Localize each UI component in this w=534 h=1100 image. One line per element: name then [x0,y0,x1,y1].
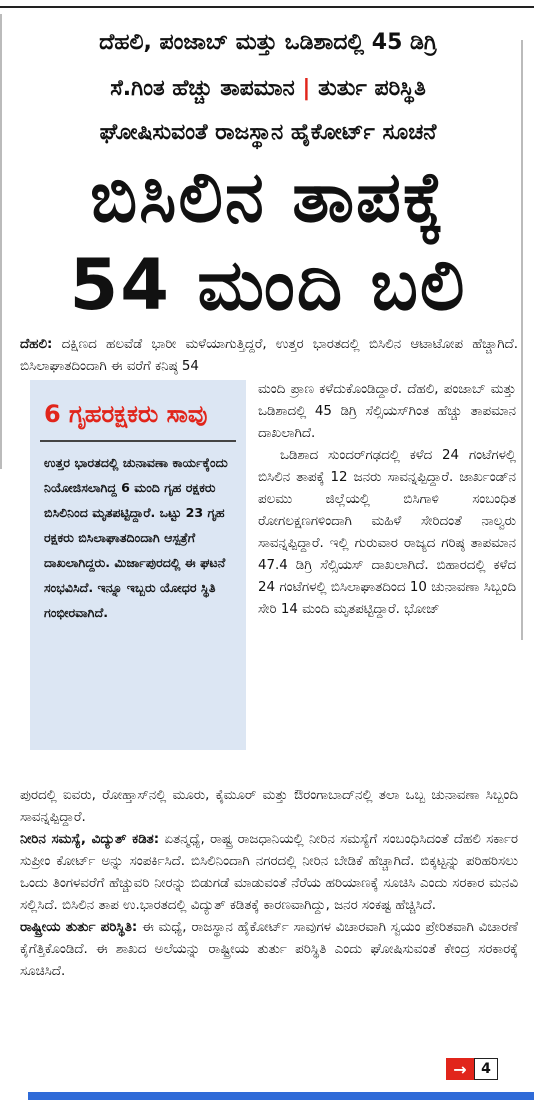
right-column-rule [521,40,523,640]
sidebar-box [30,380,246,750]
kicker-separator: | [302,76,311,101]
arrow-right-icon: → [446,1058,474,1080]
sidebar-divider [40,440,236,442]
article-intro [20,334,518,378]
continued-page-badge[interactable] [446,1058,498,1080]
kicker-line-2b: ತುರ್ತು ಪರಿಸ್ಥಿತಿ [318,76,426,101]
article-full-width [20,785,518,983]
sidebar-body: ಉತ್ತರ ಭಾರತದಲ್ಲಿ ಚುನಾವಣಾ ಕಾರ್ಯಕ್ಕೆಂದು ನಿಯೋಜಿಸಲಾಗಿದ್ದ 6 ಮಂದಿ ಗೃಹ ರಕ್ಷಕರು ಬಿಸಿಲಿನಿಂದ ಮೃತಪಟ್ಟಿದ್ದಾರೆ. ಒಟ್ಟು 23 ಗೃಹ ರಕ್ಷಕರು ಬಿಸಿಲಾಘಾತದಿಂದಾಗಿ ಆಸ್ಪತ್ರೆಗೆ ದಾಖಲಾಗಿದ್ದರು. ಮಿರ್ಜಾಪುರದಲ್ಲಿ ಈ ಘಟನೆ ಸಂಭವಿಸಿದೆ. ಇನ್ನೂ ಇಬ್ಬರು ಯೋಧರ ಸ್ಥಿತಿ ಗಂಭೀರವಾಗಿದೆ. [44,455,228,620]
article-paragraph-1: ಮಂದಿ ಪ್ರಾಣ ಕಳೆದುಕೊಂಡಿದ್ದಾರೆ. ದೆಹಲಿ, ಪಂಜಾಬ್ ಮತ್ತು ಒಡಿಶಾದಲ್ಲಿ 45 ಡಿಗ್ರಿ ಸೆಲ್ಸಿಯಸ್‌ಗಿಂತ ಹೆಚ್ಚು ತಾಪಮಾನ ದಾಖಲಾಗಿದೆ. [258,382,516,441]
kicker-line-2a: ಸೆ.ಗಿಂತ ಹೆಚ್ಚು ತಾಪಮಾನ [110,76,295,101]
continued-page-number: 4 [474,1058,498,1080]
article-paragraph-3: ಪುರದಲ್ಲಿ ಐವರು, ರೋಹ್ತಾಸ್‌ನಲ್ಲಿ ಮೂರು, ಕೈಮೂರ್ ಮತ್ತು ಔರಂಗಾಬಾದ್‌ನಲ್ಲಿ ತಲಾ ಒಬ್ಬ ಚುನಾವಣಾ ಸಿಬ್ಬಂದಿ ಸಾವನ್ನಪ್ಪಿದ್ದಾರೆ. [20,788,518,825]
kicker-line-1: ದೆಹಲಿ, ಪಂಜಾಬ್ ಮತ್ತು ಒಡಿಶಾದಲ್ಲಿ 45 ಡಿಗ್ರಿ [99,30,437,55]
subhead-water-power: ನೀರಿನ ಸಮಸ್ಯೆ, ವಿದ್ಯುತ್ ಕಡಿತ: [20,832,160,847]
headline-line-1: ಬಿಸಿಲಿನ ತಾಪಕ್ಕೆ [90,156,446,238]
article-paragraph-4: ಏತನ್ಮಧ್ಯೆ, ರಾಷ್ಟ್ರ ರಾಜಧಾನಿಯಲ್ಲಿ ನೀರಿನ ಸಮಸ್ಯೆಗೆ ಸಂಬಂಧಿಸಿದಂತೆ ದೆಹಲಿ ಸರ್ಕಾರ ಸುಪ್ರೀಂ ಕೋರ್ಟ್ ಅನ್ನು ಸಂಪರ್ಕಿಸಿದೆ. ಬಿಸಿಲಿನಿಂದಾಗಿ ನಗರದಲ್ಲಿ ನೀರಿನ ಬೇಡಿಕೆ ಹೆಚ್ಚಾಗಿದೆ. ಬಿಕ್ಕಟ್ಟನ್ನು ಪರಿಹರಿಸಲು ಒಂದು ತಿಂಗಳವರೆಗೆ ಹೆಚ್ಚುವರಿ ನೀರನ್ನು ಬಿಡುಗಡೆ ಮಾಡುವಂತೆ ನೆರೆಯ ಹರಿಯಾಣಕ್ಕೆ ಸೂಚಿಸಿ ಎಂದು ಸರಕಾರ ಮನವಿ ಸಲ್ಲಿಸಿದೆ. ಬಿಸಿಲಿನ ತಾಪ ಉ.ಭಾರತದಲ್ಲಿ ವಿದ್ಯುತ್ ಕಡಿತಕ್ಕೆ ಕಾರಣವಾಗಿದ್ದು, ಜನರ ಸಂಕಷ್ಟ ಹೆಚ್ಚಿಸಿದೆ. [20,832,519,913]
article-dateline: ದೆಹಲಿ: [20,337,53,352]
subhead-national-emergency: ರಾಷ್ಟ್ರೀಯ ತುರ್ತು ಪರಿಸ್ಥಿತಿ: [20,920,138,935]
article-right-column [258,379,516,621]
top-rule [0,6,534,8]
bottom-color-bar [28,1092,534,1100]
sidebar-title: 6 ಗೃಹರಕ್ಷಕರು ಸಾವು [44,400,208,428]
kicker-line-2 [20,74,516,104]
left-column-rule [0,14,2,469]
article-paragraph-2: ಒಡಿಶಾದ ಸುಂದರ್‌ಗಢದಲ್ಲಿ ಕಳೆದ 24 ಗಂಟೆಗಳಲ್ಲಿ ಬಿಸಿಲಿನ ತಾಪಕ್ಕೆ 12 ಜನರು ಸಾವನ್ನಪ್ಪಿದ್ದಾರೆ. ಜಾರ್ಖಂಡ್‌ನ ಪಲಮು ಜಿಲ್ಲೆಯಲ್ಲಿ ಬಿಸಿಗಾಳಿ ಸಂಬಂಧಿತ ರೋಗಲಕ್ಷಣಗಳಿಂದಾಗಿ ಮಹಿಳೆ ಸೇರಿದಂತೆ ನಾಲ್ವರು ಸಾವನ್ನಪ್ಪಿದ್ದಾರೆ. ಇಲ್ಲಿ ಗುರುವಾರ ರಾಜ್ಯದ ಗರಿಷ್ಠ ತಾಪಮಾನ 47.4 ಡಿಗ್ರಿ ಸೆಲ್ಸಿಯಸ್ ದಾಖಲಾಗಿದೆ. ಬಿಹಾರದಲ್ಲಿ ಕಳೆದ 24 ಗಂಟೆಗಳಲ್ಲಿ ಬಿಸಿಲಾಘಾತದಿಂದ 10 ಚುನಾವಣಾ ಸಿಬ್ಬಂದಿ ಸೇರಿ 14 ಮಂದಿ ಮೃತಪಟ್ಟಿದ್ದಾರೆ. ಭೋಜ್ [258,448,516,617]
article-intro-text: ದಕ್ಷಿಣದ ಹಲವೆಡೆ ಭಾರೀ ಮಳೆಯಾಗುತ್ತಿದ್ದರೆ, ಉತ್ತರ ಭಾರತದಲ್ಲಿ ಬಿಸಿಲಿನ ಆಟಾಟೋಪ ಹೆಚ್ಚಾಗಿದೆ. ಬಿಸಿಲಾಘಾತದಿಂದಾಗಿ ಈ ವರೆಗೆ ಕನಿಷ್ಠ 54 [20,337,518,374]
headline-line-2: 54 ಮಂದಿ ಬಲಿ [69,244,467,326]
kicker-line-3: ಘೋಷಿಸುವಂತೆ ರಾಜಸ್ಥಾನ ಹೈಕೋರ್ಟ್ ಸೂಚನೆ [99,120,437,145]
article-paragraph-5: ಈ ಮಧ್ಯೆ, ರಾಜಸ್ಥಾನ ಹೈಕೋರ್ಟ್ ಸಾವುಗಳ ವಿಚಾರವಾಗಿ ಸ್ವಯಂ ಪ್ರೇರಿತವಾಗಿ ವಿಚಾರಣೆ ಕೈಗೆತ್ತಿಕೊಂಡಿದೆ. ಈ ಶಾಖದ ಅಲೆಯನ್ನು ರಾಷ್ಟ್ರೀಯ ತುರ್ತು ಪರಿಸ್ಥಿತಿ ಎಂದು ಘೋಷಿಸುವಂತೆ ಕೇಂದ್ರ ಸರಕಾರಕ್ಕೆ ಸೂಚಿಸಿದೆ. [20,920,518,979]
